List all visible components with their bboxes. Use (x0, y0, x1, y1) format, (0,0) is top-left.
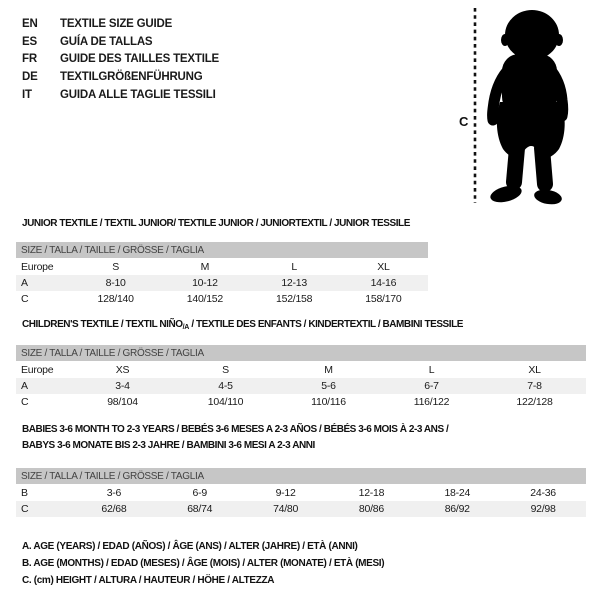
size-value: S (222, 364, 229, 377)
size-value: 3-4 (115, 380, 130, 393)
size-value: 12-18 (358, 487, 385, 500)
size-value: 14-16 (370, 277, 397, 290)
size-value: 6-9 (192, 487, 207, 500)
table-row (16, 259, 428, 275)
row-label: Europe (21, 261, 54, 274)
language-row (22, 33, 219, 51)
height-figure (440, 5, 585, 207)
size-value: 62/68 (101, 503, 127, 516)
language-row (22, 68, 219, 86)
size-header-label: SIZE / TALLA / TAILLE / GRÖSSE / TAGLIA (21, 347, 204, 359)
language-title-list (22, 15, 219, 104)
size-value: M (324, 364, 333, 377)
table-title-text: CHILDREN'S TEXTILE / TEXTIL NIÑO (22, 319, 183, 330)
language-row (22, 51, 219, 69)
footnote-line: C. (cm) HEIGHT / ALTURA / HAUTEUR / HÖHE / ALTEZZA (22, 575, 275, 587)
size-value: L (291, 261, 297, 274)
language-code: ES (22, 35, 37, 48)
size-value: XL (528, 364, 541, 377)
size-value: 116/122 (413, 396, 450, 409)
table-row (16, 291, 428, 307)
size-value: 128/140 (97, 293, 134, 306)
size-value: 92/98 (530, 503, 556, 516)
size-value: L (428, 364, 435, 377)
table-row (16, 362, 586, 378)
table-title-text: BABYS 3-6 MONATE BIS 2-3 JAHRE / BAMBINI 3-6 MESI A 2-3 ANNI (22, 439, 315, 451)
babies-table-title (22, 422, 502, 453)
size-value: 24-36 (530, 487, 556, 500)
table-title-text: / TEXTILE DES ENFANTS / KINDERTEXTIL / BAMBINI TESSILE (189, 319, 463, 330)
size-value: 18-24 (444, 487, 471, 500)
size-value: 110/116 (311, 396, 346, 409)
footnote-line: A. AGE (YEARS) / EDAD (AÑOS) / ÂGE (ANS) / ALTER (JAHRE) / ETÀ (ANNI) (22, 541, 358, 552)
junior-table-title (22, 216, 410, 232)
language-guide-title: GUIDA ALLE TAGLIE TESSILI (60, 89, 216, 102)
children-table-title (22, 317, 463, 336)
size-value: XL (377, 261, 390, 274)
size-value: 10-12 (192, 277, 218, 290)
language-code: FR (22, 53, 37, 66)
size-value: 9-12 (275, 487, 296, 500)
footnote-list (22, 538, 384, 590)
size-value: 152/158 (276, 293, 313, 306)
language-guide-title: TEXTILE SIZE GUIDE (60, 17, 173, 30)
size-value: 7-8 (527, 380, 542, 393)
language-guide-title: TEXTILGRÖßENFÜHRUNG (60, 71, 203, 84)
table-title-text: /A (182, 324, 189, 331)
table-title-text: BABIES 3-6 MONTH TO 2-3 YEARS / BEBÉS 3-6 MESES A 2-3 AÑOS / BÉBÉS 3-6 MOIS À 2-3 ANS / (22, 424, 449, 435)
size-value: M (200, 261, 210, 274)
size-value: 5-6 (321, 380, 336, 393)
row-label: C (21, 503, 29, 516)
row-label: A (21, 277, 28, 290)
size-value: 4-5 (218, 380, 233, 393)
language-code: EN (22, 17, 38, 30)
measure-label-c: C (459, 114, 469, 129)
size-value: 6-7 (424, 380, 439, 393)
toddler-silhouette-icon (489, 10, 565, 206)
language-code: IT (22, 89, 32, 102)
row-label: Europe (21, 364, 54, 377)
table-row (16, 378, 586, 394)
language-guide-title: GUÍA DE TALLAS (60, 35, 153, 48)
size-header-bar (16, 468, 586, 484)
size-header-label: SIZE / TALLA / TAILLE / GRÖSSE / TAGLIA (21, 470, 204, 482)
footnote-line: B. AGE (MONTHS) / EDAD (MESES) / ÂGE (MOIS) / ALTER (MONATE) / ETÀ (MESI) (22, 558, 385, 570)
row-label: B (21, 487, 28, 500)
size-value: 8-10 (105, 277, 126, 290)
size-value: 68/74 (187, 503, 213, 516)
size-value: 122/128 (516, 396, 553, 409)
table-row (16, 394, 586, 410)
size-header-bar (16, 345, 586, 361)
size-value: 104/110 (207, 396, 244, 409)
children-size-table (16, 345, 586, 411)
row-label: C (21, 396, 29, 409)
size-value: 86/92 (444, 503, 470, 516)
junior-size-table (16, 242, 428, 308)
language-guide-title: GUIDE DES TAILLES TEXTILE (60, 53, 219, 66)
table-row (16, 501, 586, 517)
size-value: 140/152 (186, 293, 223, 306)
table-row (16, 275, 428, 291)
size-value: 3-6 (106, 487, 122, 500)
size-value: 12-13 (281, 277, 307, 290)
size-value: 158/170 (365, 293, 402, 306)
row-label: A (21, 380, 28, 393)
row-label: C (21, 293, 29, 306)
babies-size-table (16, 468, 586, 517)
language-code: DE (22, 71, 38, 84)
size-value: 80/86 (358, 503, 384, 516)
size-value: XS (115, 364, 130, 377)
language-row (22, 15, 219, 33)
size-value: S (112, 261, 119, 274)
size-header-label: SIZE / TALLA / TAILLE / GRÖSSE / TAGLIA (21, 244, 204, 256)
size-value: 74/80 (273, 503, 299, 516)
table-title-text: JUNIOR TEXTILE / TEXTIL JUNIOR/ TEXTILE JUNIOR / JUNIORTEXTIL / JUNIOR TESSILE (22, 218, 410, 229)
table-row (16, 485, 586, 501)
size-header-bar (16, 242, 428, 258)
size-value: 98/104 (107, 396, 138, 409)
language-row (22, 86, 219, 104)
